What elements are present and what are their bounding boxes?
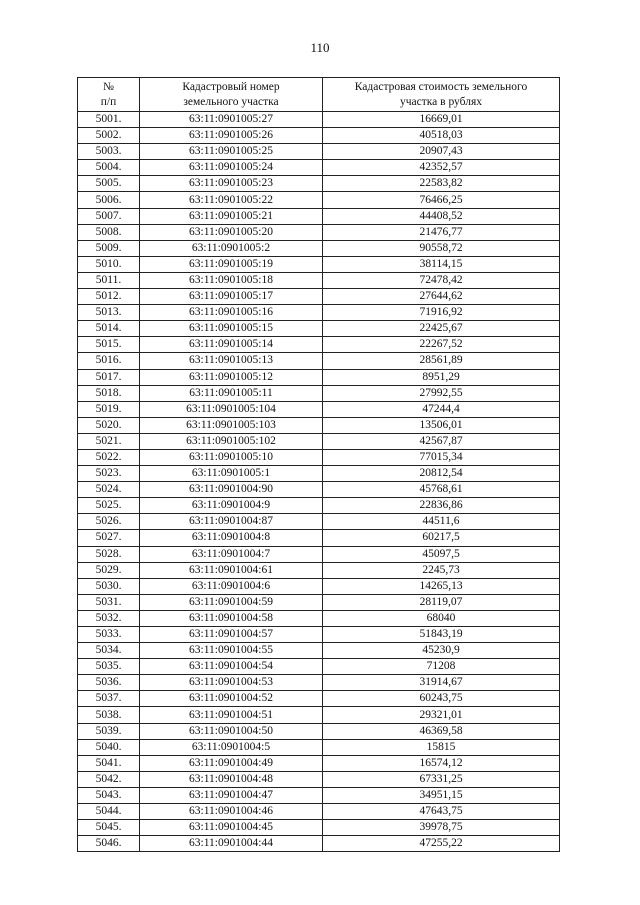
table-row [78, 546, 560, 562]
cadastral-number-cell: 63:11:0901005:18 [140, 272, 323, 288]
table-row [78, 739, 560, 755]
row-number-cell: 5033. [78, 627, 140, 643]
cadastral-value-cell: 39978,75 [323, 820, 560, 836]
cadastral-number-cell: 63:11:0901005:21 [140, 208, 323, 224]
cadastral-value-cell: 46369,58 [323, 723, 560, 739]
table-row [78, 562, 560, 578]
cadastral-value-cell: 72478,42 [323, 272, 560, 288]
row-number-cell: 5031. [78, 594, 140, 610]
cadastral-value-cell: 16669,01 [323, 112, 560, 128]
cadastral-value-cell: 44511,6 [323, 514, 560, 530]
table-row [78, 530, 560, 546]
row-number-cell: 5008. [78, 224, 140, 240]
header-cadastral-value-line-1: Кадастровая стоимость земельного [354, 80, 528, 93]
cadastral-number-cell: 63:11:0901005:25 [140, 144, 323, 160]
row-number-cell: 5001. [78, 112, 140, 128]
row-number-cell: 5011. [78, 272, 140, 288]
cadastral-value-cell: 28119,07 [323, 594, 560, 610]
table-row [78, 353, 560, 369]
header-row-number-line-2: п/п [100, 95, 117, 108]
table-row [78, 289, 560, 305]
cadastral-number-cell: 63:11:0901005:26 [140, 128, 323, 144]
row-number-cell: 5039. [78, 723, 140, 739]
cadastral-value-cell: 47255,22 [323, 836, 560, 852]
table-row [78, 449, 560, 465]
cadastral-number-cell: 63:11:0901005:22 [140, 192, 323, 208]
cadastral-number-cell: 63:11:0901005:12 [140, 369, 323, 385]
table-row [78, 224, 560, 240]
table-row [78, 659, 560, 675]
cadastral-value-cell: 8951,29 [323, 369, 560, 385]
row-number-cell: 5003. [78, 144, 140, 160]
cadastral-value-cell: 47244,4 [323, 401, 560, 417]
row-number-cell: 5022. [78, 449, 140, 465]
table-header-row [78, 78, 560, 112]
cadastral-value-cell: 22267,52 [323, 337, 560, 353]
row-number-cell: 5026. [78, 514, 140, 530]
header-cadastral-number [140, 78, 323, 112]
cadastral-number-cell: 63:11:0901004:58 [140, 610, 323, 626]
row-number-cell: 5015. [78, 337, 140, 353]
row-number-cell: 5019. [78, 401, 140, 417]
cadastral-value-table [77, 77, 560, 852]
row-number-cell: 5046. [78, 836, 140, 852]
cadastral-value-cell: 27992,55 [323, 385, 560, 401]
cadastral-value-cell: 27644,62 [323, 289, 560, 305]
header-cadastral-value-line-2: участка в рублях [399, 95, 482, 108]
cadastral-number-cell: 63:11:0901004:47 [140, 787, 323, 803]
row-number-cell: 5016. [78, 353, 140, 369]
cadastral-value-cell: 20812,54 [323, 466, 560, 482]
cadastral-number-cell: 63:11:0901005:103 [140, 417, 323, 433]
table-row [78, 787, 560, 803]
cadastral-number-cell: 63:11:0901004:61 [140, 562, 323, 578]
cadastral-value-cell: 29321,01 [323, 707, 560, 723]
cadastral-value-cell: 28561,89 [323, 353, 560, 369]
cadastral-value-cell: 68040 [323, 610, 560, 626]
table-row [78, 433, 560, 449]
cadastral-number-cell: 63:11:0901004:46 [140, 804, 323, 820]
table-row [78, 466, 560, 482]
header-row-number [78, 78, 140, 112]
table-body [78, 112, 560, 852]
row-number-cell: 5042. [78, 771, 140, 787]
cadastral-value-cell: 76466,25 [323, 192, 560, 208]
cadastral-number-cell: 63:11:0901004:5 [140, 739, 323, 755]
cadastral-value-cell: 20907,43 [323, 144, 560, 160]
table-row [78, 610, 560, 626]
table-row [78, 337, 560, 353]
cadastral-value-cell: 47643,75 [323, 804, 560, 820]
row-number-cell: 5035. [78, 659, 140, 675]
table-row [78, 176, 560, 192]
row-number-cell: 5027. [78, 530, 140, 546]
cadastral-number-cell: 63:11:0901005:17 [140, 289, 323, 305]
table-row [78, 514, 560, 530]
row-number-cell: 5040. [78, 739, 140, 755]
row-number-cell: 5004. [78, 160, 140, 176]
cadastral-value-cell: 13506,01 [323, 417, 560, 433]
cadastral-value-cell: 15815 [323, 739, 560, 755]
cadastral-number-cell: 63:11:0901004:55 [140, 643, 323, 659]
cadastral-value-cell: 60243,75 [323, 691, 560, 707]
cadastral-number-cell: 63:11:0901005:102 [140, 433, 323, 449]
table-row [78, 160, 560, 176]
row-number-cell: 5024. [78, 482, 140, 498]
table-row [78, 578, 560, 594]
cadastral-number-cell: 63:11:0901004:50 [140, 723, 323, 739]
cadastral-value-cell: 45768,61 [323, 482, 560, 498]
cadastral-value-cell: 90558,72 [323, 240, 560, 256]
cadastral-value-cell: 21476,77 [323, 224, 560, 240]
row-number-cell: 5017. [78, 369, 140, 385]
cadastral-number-cell: 63:11:0901004:59 [140, 594, 323, 610]
cadastral-value-cell: 71916,92 [323, 305, 560, 321]
table-row [78, 691, 560, 707]
cadastral-number-cell: 63:11:0901004:53 [140, 675, 323, 691]
cadastral-number-cell: 63:11:0901004:8 [140, 530, 323, 546]
row-number-cell: 5028. [78, 546, 140, 562]
cadastral-value-cell: 44408,52 [323, 208, 560, 224]
header-cadastral-number-line-1: Кадастровый номер [182, 80, 280, 93]
row-number-cell: 5009. [78, 240, 140, 256]
cadastral-number-cell: 63:11:0901005:14 [140, 337, 323, 353]
table-row [78, 771, 560, 787]
row-number-cell: 5014. [78, 321, 140, 337]
row-number-cell: 5007. [78, 208, 140, 224]
table-row [78, 707, 560, 723]
cadastral-number-cell: 63:11:0901005:11 [140, 385, 323, 401]
cadastral-number-cell: 63:11:0901005:15 [140, 321, 323, 337]
table-row [78, 112, 560, 128]
cadastral-value-cell: 22583,82 [323, 176, 560, 192]
cadastral-number-cell: 63:11:0901004:90 [140, 482, 323, 498]
cadastral-number-cell: 63:11:0901004:9 [140, 498, 323, 514]
row-number-cell: 5023. [78, 466, 140, 482]
header-cadastral-value [323, 78, 560, 112]
cadastral-number-cell: 63:11:0901004:54 [140, 659, 323, 675]
row-number-cell: 5044. [78, 804, 140, 820]
row-number-cell: 5025. [78, 498, 140, 514]
cadastral-number-cell: 63:11:0901004:44 [140, 836, 323, 852]
row-number-cell: 5045. [78, 820, 140, 836]
cadastral-value-cell: 71208 [323, 659, 560, 675]
table-row [78, 305, 560, 321]
row-number-cell: 5041. [78, 755, 140, 771]
cadastral-number-cell: 63:11:0901005:13 [140, 353, 323, 369]
table-row [78, 723, 560, 739]
cadastral-value-cell: 16574,12 [323, 755, 560, 771]
cadastral-value-cell: 42567,87 [323, 433, 560, 449]
cadastral-number-cell: 63:11:0901004:45 [140, 820, 323, 836]
row-number-cell: 5043. [78, 787, 140, 803]
cadastral-number-cell: 63:11:0901005:1 [140, 466, 323, 482]
cadastral-number-cell: 63:11:0901004:57 [140, 627, 323, 643]
table-row [78, 192, 560, 208]
table-row [78, 594, 560, 610]
cadastral-number-cell: 63:11:0901005:27 [140, 112, 323, 128]
cadastral-number-cell: 63:11:0901004:49 [140, 755, 323, 771]
row-number-cell: 5037. [78, 691, 140, 707]
row-number-cell: 5018. [78, 385, 140, 401]
table-row [78, 417, 560, 433]
cadastral-number-cell: 63:11:0901005:2 [140, 240, 323, 256]
row-number-cell: 5005. [78, 176, 140, 192]
row-number-cell: 5012. [78, 289, 140, 305]
table-row [78, 256, 560, 272]
cadastral-number-cell: 63:11:0901005:19 [140, 256, 323, 272]
header-cadastral-number-line-2: земельного участка [183, 95, 279, 108]
row-number-cell: 5030. [78, 578, 140, 594]
row-number-cell: 5036. [78, 675, 140, 691]
table-row [78, 385, 560, 401]
cadastral-number-cell: 63:11:0901004:51 [140, 707, 323, 723]
cadastral-number-cell: 63:11:0901004:48 [140, 771, 323, 787]
row-number-cell: 5002. [78, 128, 140, 144]
table-row [78, 820, 560, 836]
table-row [78, 804, 560, 820]
cadastral-number-cell: 63:11:0901005:10 [140, 449, 323, 465]
page-number: 110 [310, 40, 330, 55]
table-row [78, 240, 560, 256]
table-row [78, 498, 560, 514]
table-row [78, 401, 560, 417]
cadastral-value-cell: 42352,57 [323, 160, 560, 176]
table-header [78, 78, 560, 112]
cadastral-number-cell: 63:11:0901004:87 [140, 514, 323, 530]
cadastral-value-cell: 45097,5 [323, 546, 560, 562]
table-row [78, 627, 560, 643]
cadastral-number-cell: 63:11:0901005:20 [140, 224, 323, 240]
row-number-cell: 5029. [78, 562, 140, 578]
cadastral-number-cell: 63:11:0901004:6 [140, 578, 323, 594]
row-number-cell: 5038. [78, 707, 140, 723]
row-number-cell: 5010. [78, 256, 140, 272]
row-number-cell: 5006. [78, 192, 140, 208]
row-number-cell: 5034. [78, 643, 140, 659]
cadastral-value-cell: 31914,67 [323, 675, 560, 691]
row-number-cell: 5032. [78, 610, 140, 626]
cadastral-number-cell: 63:11:0901005:24 [140, 160, 323, 176]
row-number-cell: 5021. [78, 433, 140, 449]
table-row [78, 755, 560, 771]
cadastral-value-cell: 34951,15 [323, 787, 560, 803]
table-row [78, 836, 560, 852]
cadastral-number-cell: 63:11:0901005:23 [140, 176, 323, 192]
cadastral-value-cell: 51843,19 [323, 627, 560, 643]
cadastral-value-cell: 60217,5 [323, 530, 560, 546]
cadastral-value-cell: 40518,03 [323, 128, 560, 144]
cadastral-value-cell: 77015,34 [323, 449, 560, 465]
cadastral-number-cell: 63:11:0901005:104 [140, 401, 323, 417]
table-row [78, 128, 560, 144]
cadastral-number-cell: 63:11:0901004:52 [140, 691, 323, 707]
cadastral-number-cell: 63:11:0901005:16 [140, 305, 323, 321]
table-row [78, 272, 560, 288]
table-row [78, 643, 560, 659]
table-row [78, 144, 560, 160]
table-row [78, 321, 560, 337]
header-row-number-line-1: № [103, 80, 114, 93]
cadastral-value-cell: 38114,15 [323, 256, 560, 272]
cadastral-number-cell: 63:11:0901004:7 [140, 546, 323, 562]
row-number-cell: 5020. [78, 417, 140, 433]
cadastral-value-cell: 22425,67 [323, 321, 560, 337]
table-row [78, 369, 560, 385]
cadastral-value-cell: 22836,86 [323, 498, 560, 514]
cadastral-value-cell: 2245,73 [323, 562, 560, 578]
cadastral-value-cell: 45230,9 [323, 643, 560, 659]
table-row [78, 482, 560, 498]
row-number-cell: 5013. [78, 305, 140, 321]
table-row [78, 208, 560, 224]
cadastral-value-cell: 67331,25 [323, 771, 560, 787]
table-row [78, 675, 560, 691]
cadastral-value-cell: 14265,13 [323, 578, 560, 594]
